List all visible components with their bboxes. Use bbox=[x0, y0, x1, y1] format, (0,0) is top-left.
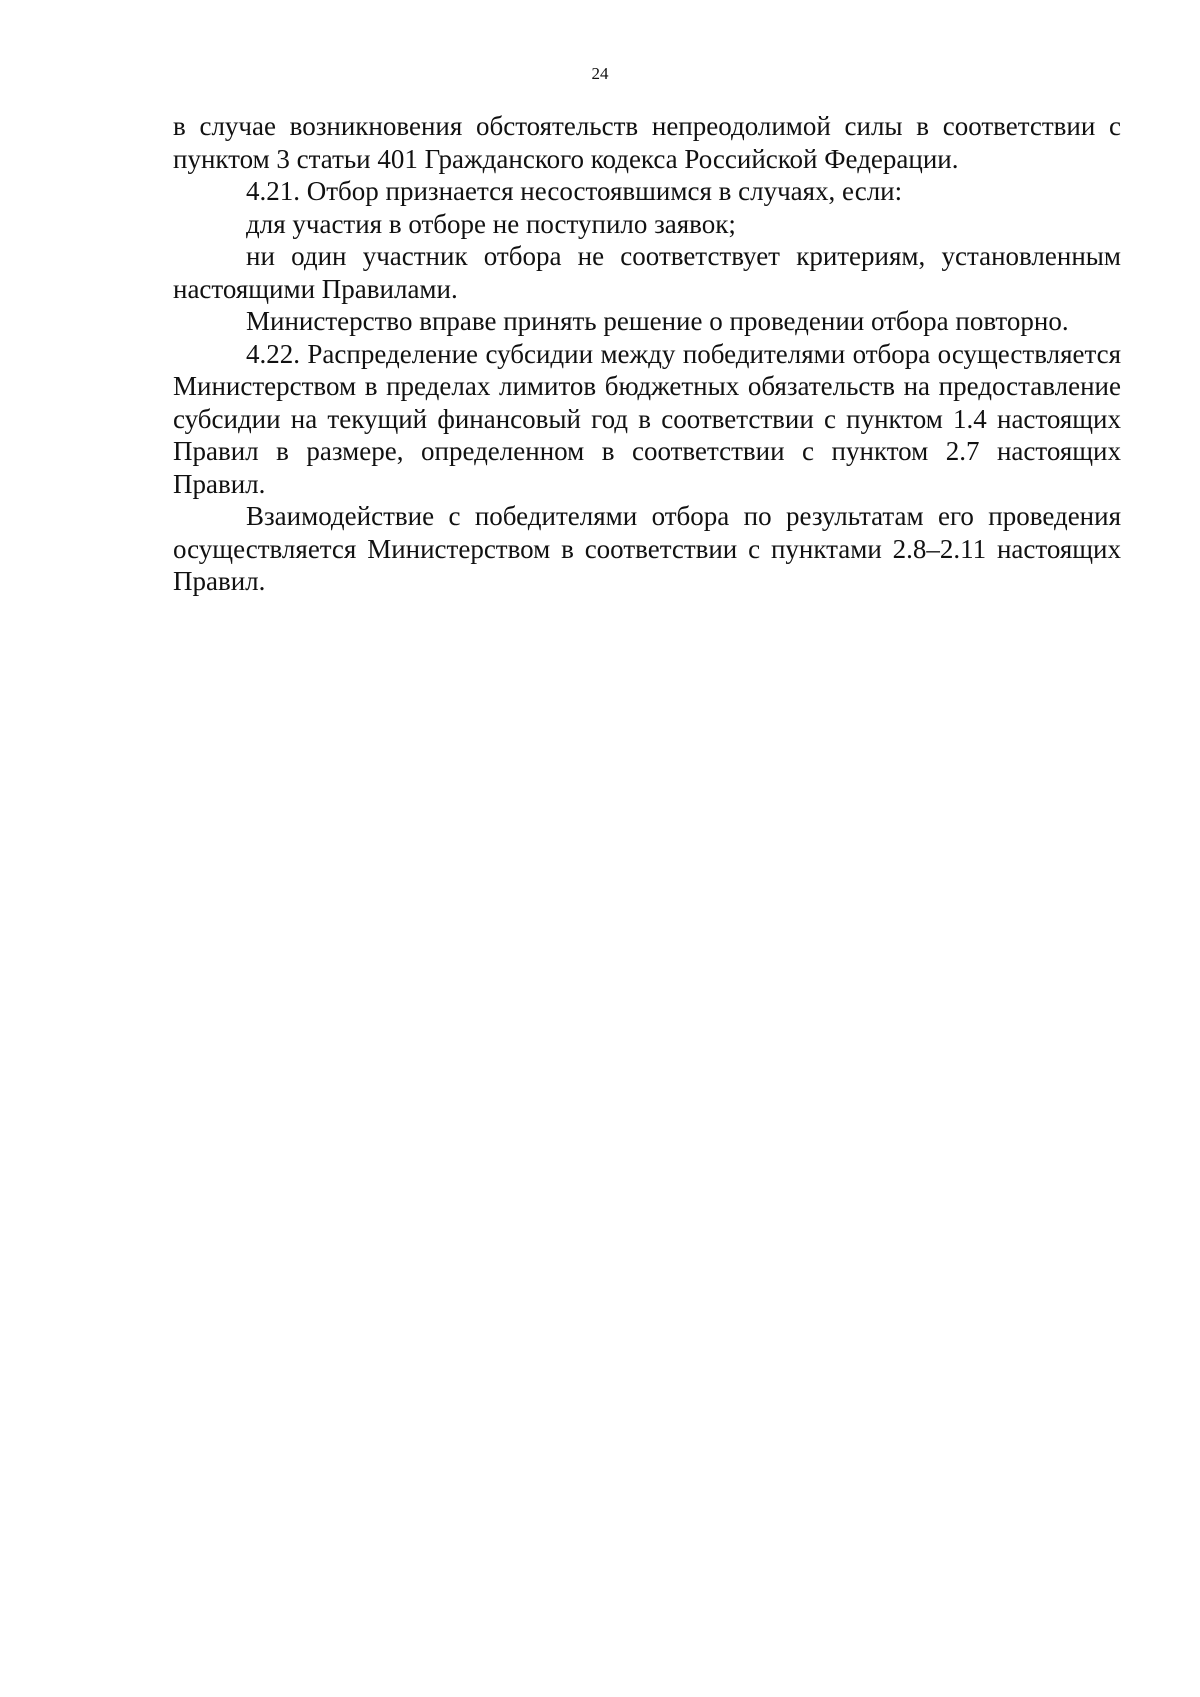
page-number: 24 bbox=[591, 64, 609, 83]
paragraph-repeat-selection: Министерство вправе принять решение о проведении отбора повторно. bbox=[246, 306, 1069, 336]
document-body bbox=[173, 110, 1121, 598]
paragraph-force-majeure: в случае возникновения обстоятельств непреодолимой силы в соответствии с пунктом 3 статьи 401 Гражданского кодекса Российской Федерации. bbox=[173, 111, 1121, 174]
paragraph-interaction-with-winners: Взаимодействие с победителями отбора по результатам его проведения осуществляется Министерством в соответствии с пунктами 2.8–2.11 настоящих Правил. bbox=[173, 501, 1121, 596]
paragraph-4-21: 4.21. Отбор признается несостоявшимся в случаях, если: bbox=[246, 176, 903, 206]
paragraph-no-applications: для участия в отборе не поступило заявок; bbox=[246, 208, 736, 239]
paragraph-no-eligible-participant: ни один участник отбора не соответствует критериям, установленным настоящими Правилами. bbox=[173, 241, 1121, 304]
paragraph-4-22: 4.22. Распределение субсидии между победителями отбора осуществляется Министерством в пределах лимитов бюджетных обязательств на предоставление субсидии на текущий финансовый год в соответствии с пунктом 1.4 настоящих Правил в размере, определенном в соответствии с пунктом 2.7 настоящих Правил. bbox=[173, 338, 1121, 499]
